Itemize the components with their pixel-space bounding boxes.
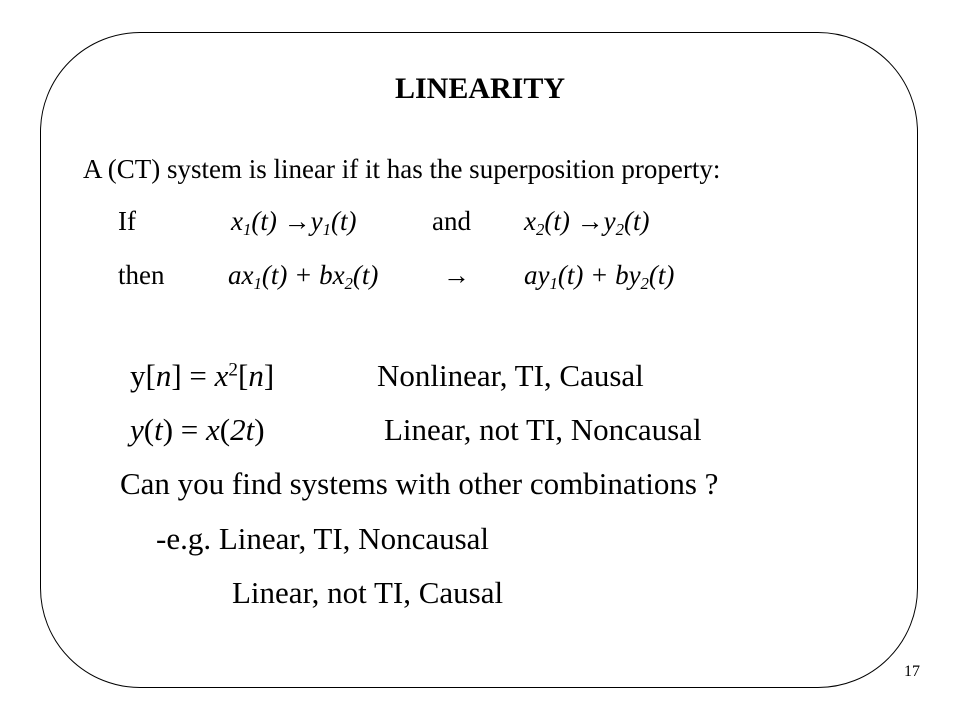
and-word: and xyxy=(432,206,471,236)
example-2-label: Linear, not TI, Noncausal xyxy=(384,412,702,447)
question-text: Can you find systems with other combinations ? xyxy=(120,466,719,501)
formula-x1-to-y1: $x_1(t) \to y_1(t)$ xyxy=(231,206,357,240)
definition-text: A (CT) system is linear if it has the superposition property: xyxy=(83,154,721,184)
example-2-equation: y(t) = x(2t) xyxy=(130,412,265,447)
if-word: If xyxy=(118,206,136,236)
page-number: 17 xyxy=(904,663,920,680)
then-arrow: → xyxy=(443,260,470,290)
formula-x2-to-y2: $x_2(t) \to y_2(t)$ xyxy=(524,206,650,240)
example-1-label: Nonlinear, TI, Causal xyxy=(377,358,644,393)
then-word: then xyxy=(118,260,165,290)
slide-title: LINEARITY xyxy=(394,72,566,105)
example-1-equation: $y[n] = x^2[n]$ xyxy=(130,358,275,393)
formula-output-combination: $ay_1(t) + by_2(t)$ xyxy=(524,260,675,294)
formula-input-combination: $ax_1(t) + bx_2(t)$ xyxy=(228,260,379,294)
combination-item: -e.g. Linear, TI, Noncausal xyxy=(156,521,490,556)
combination-item: Linear, not TI, Causal xyxy=(232,575,504,610)
